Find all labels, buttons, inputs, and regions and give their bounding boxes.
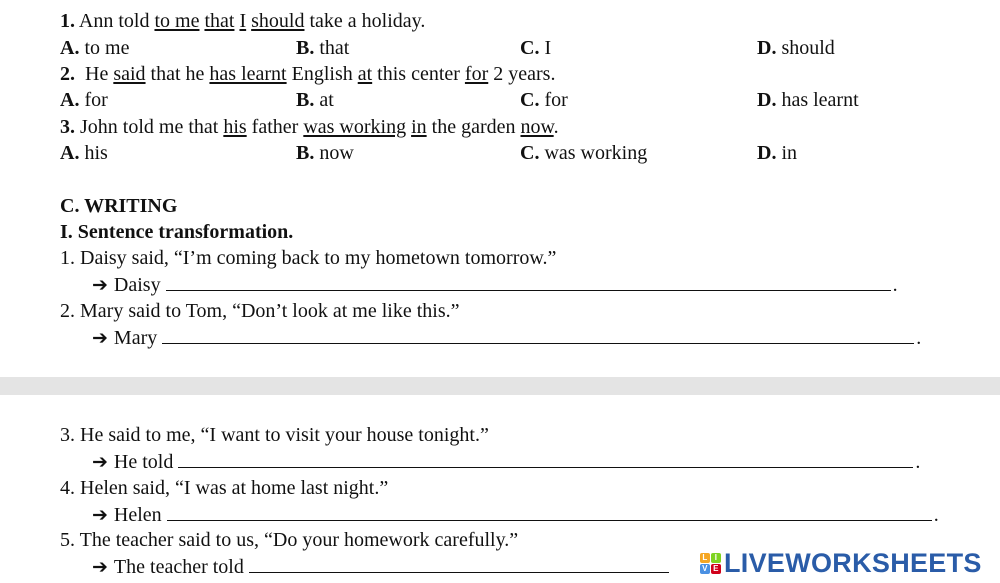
transform-prompt: 3. He said to me, “I want to visit your house tonight.”: [60, 424, 489, 446]
question-3: 3. John told me that his father was working in the garden now.: [60, 116, 559, 138]
option-c[interactable]: C. was working: [520, 142, 648, 164]
transform-answer-line: ➔ He told .: [92, 451, 921, 473]
logo-tile: V: [700, 564, 710, 574]
transform-prompt: 1. Daisy said, “I’m coming back to my hometown tomorrow.”: [60, 247, 557, 269]
question-2: 2. He said that he has learnt English at this center for 2 years.: [60, 63, 556, 85]
arrow-right-icon: ➔: [92, 327, 108, 349]
answer-blank[interactable]: [162, 325, 914, 344]
transform-answer-line: ➔ Daisy .: [92, 274, 898, 296]
option-d[interactable]: D. in: [757, 142, 798, 164]
arrow-right-icon: ➔: [92, 504, 108, 526]
logo-tile: L: [700, 553, 710, 563]
option-b[interactable]: B. that: [296, 37, 350, 59]
arrow-right-icon: ➔: [92, 274, 108, 296]
page-separator: [0, 377, 1000, 395]
question-number: 3.: [60, 116, 75, 138]
answer-blank[interactable]: [166, 272, 891, 291]
logo-tile: I: [711, 553, 721, 563]
logo-text: LIVEWORKSHEETS: [724, 547, 982, 578]
option-a[interactable]: A. for: [60, 89, 108, 111]
option-d[interactable]: D. should: [757, 37, 835, 59]
question-number: 1.: [60, 10, 75, 32]
transform-prompt: 4. Helen said, “I was at home last night.”: [60, 477, 389, 499]
option-b[interactable]: B. now: [296, 142, 354, 164]
liveworksheets-logo: [700, 548, 982, 578]
section-title: C. WRITING: [60, 195, 178, 217]
option-a[interactable]: A. to me: [60, 37, 130, 59]
option-b[interactable]: B. at: [296, 89, 334, 111]
option-a[interactable]: A. his: [60, 142, 108, 164]
liveworksheets-logo-icon: [700, 553, 721, 574]
transform-answer-line: ➔ Mary .: [92, 327, 922, 349]
answer-blank[interactable]: [249, 554, 669, 573]
transform-answer-line: ➔ The teacher told: [92, 554, 669, 579]
subsection-title: I. Sentence transformation.: [60, 221, 294, 243]
answer-blank[interactable]: [178, 449, 913, 468]
transform-prompt: 2. Mary said to Tom, “Don’t look at me like this.”: [60, 300, 460, 322]
logo-tile: E: [711, 564, 721, 574]
option-d[interactable]: D. has learnt: [757, 89, 859, 111]
question-number: 2.: [60, 63, 75, 85]
arrow-right-icon: ➔: [92, 451, 108, 473]
option-c[interactable]: C. I: [520, 37, 552, 59]
transform-prompt: 5. The teacher said to us, “Do your homework carefully.”: [60, 529, 519, 551]
question-1: 1. Ann told to me that I should take a holiday.: [60, 10, 426, 32]
option-c[interactable]: C. for: [520, 89, 568, 111]
answer-blank[interactable]: [167, 502, 932, 521]
transform-answer-line: ➔ Helen .: [92, 504, 939, 526]
arrow-right-icon: ➔: [92, 556, 108, 578]
